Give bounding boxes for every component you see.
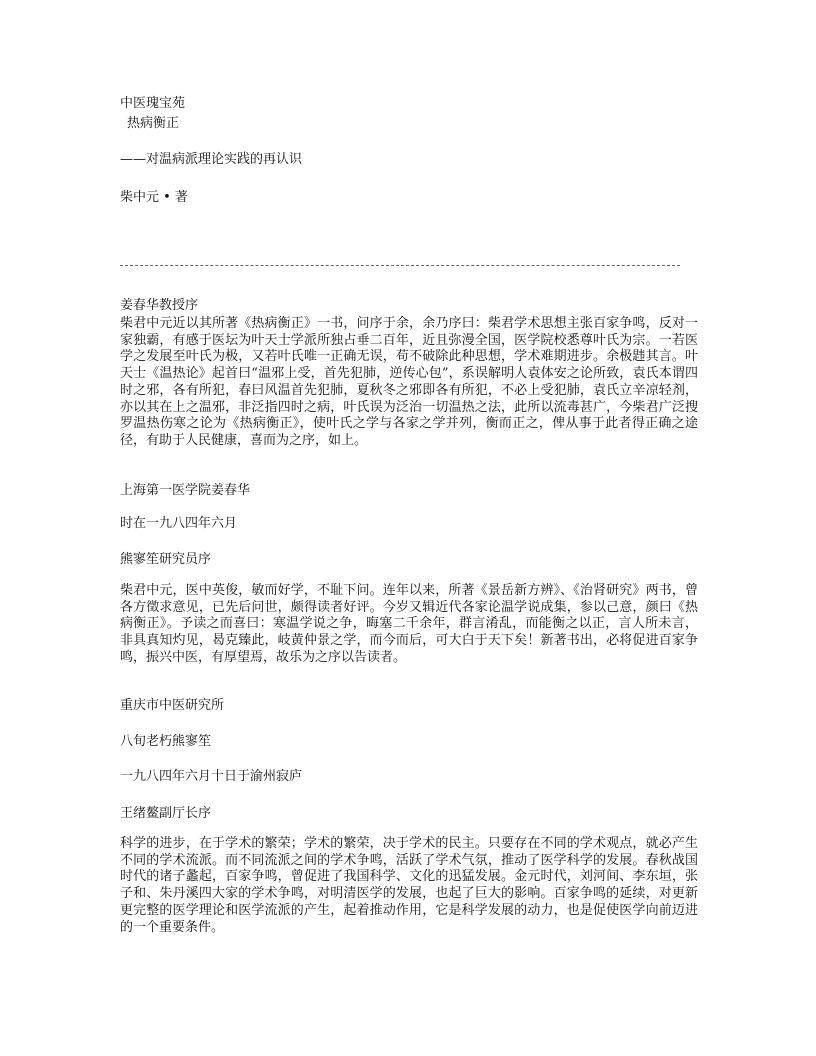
section-divider (120, 265, 680, 266)
preface-body-xiong: 柴君中元，医中英俊，敏而好学，不耻下问。连年以来，所著《景岳新方辨》、《治肾研究》两书，曾各方徵求意见，已先后问世，颇得读者好评。今岁又辑近代各家论温学说成集，参以己意，颜曰《热病衡正》。予读之而喜曰：寒温学说之争，晦塞二千余年，群言淆乱，而能衡之以正，言人所未言，非具真知灼见，曷克臻此，岐黄仲景之学，而今而后，可大白于天下矣！新著书出，必将促进百家争鸣，振兴中医，有厚望焉，故乐为之序以告读者。 (120, 583, 698, 665)
preface-heading-xiong: 熊寥笙研究员序 (120, 552, 212, 567)
book-title: 热病衡正 (127, 116, 180, 131)
preface-heading-wang: 王绪鳌副厅长序 (120, 806, 212, 821)
preface-body-jiang: 柴君中元近以其所著《热病衡正》一书，问序于余，余乃序曰：柴君学术思想主张百家争鸣，反对一家独霸，有感于医坛为叶天士学派所独占垂二百年，近且弥漫全国，医学院校悉尊叶氏为宗。一若医学之发展至叶氏为极，又若叶氏唯一正确无误，苟不破除此种思想，学术难期进步。余极韪其言。叶天士《温热论》起首曰“温邪上受，首先犯肺，逆传心包”，系误解明人袁体安之论所致，袁氏本谓四时之邪，各有所犯，春曰风温首先犯肺，夏秋冬之邪即各有所犯，不必上受犯肺，袁氏立辛凉轻剂，亦以其在上之温邪，非泛指四时之病，叶氏误为泛治一切温热之法，此所以流毒甚广，今柴君广泛搜罗温热伤寒之论为《热病衡正》，使叶氏之学与各家之学并列，衡而正之，俾从事于此者得正确之途径，有助于人民健康，喜而为之序，如上。 (120, 316, 698, 448)
preface-body-wang: 科学的进步，在于学术的繁荣；学术的繁荣，决于学术的民主。只要存在不同的学术观点，就必产生不同的学术流派。而不同流派之间的学术争鸣，活跃了学术气氛，推动了医学科学的发展。春秋战国时代的诸子蠡起，百家争鸣，曾促进了我国科学、文化的迅猛发展。金元时代，刘河间、李东垣，张子和、朱丹溪四大家的学术争鸣，对明清医学的发展，也起了巨大的影响。百家争鸣的延续，对更新更完整的医学理论和医学流派的产生，起着推动作用，它是科学发展的动力，也是促使医学向前迈进的一个重要条件。 (120, 836, 698, 935)
preface-heading-jiang: 姜春华教授序 (120, 298, 199, 313)
preface-signature-jiang: 上海第一医学院姜春华 (120, 483, 251, 498)
preface-institution-xiong: 重庆市中医研究所 (120, 698, 225, 713)
preface-date-xiong: 一九八四年六月十日于渝州寂庐 (120, 769, 303, 784)
book-subtitle: ——对温病派理论实践的再认识 (120, 152, 303, 167)
preface-signature-xiong: 八旬老朽熊寥笙 (120, 734, 212, 749)
author-line: 柴中元 • 著 (120, 190, 188, 205)
series-title: 中医瑰宝苑 (120, 96, 186, 111)
preface-date-jiang: 时在一九八四年六月 (120, 516, 238, 531)
